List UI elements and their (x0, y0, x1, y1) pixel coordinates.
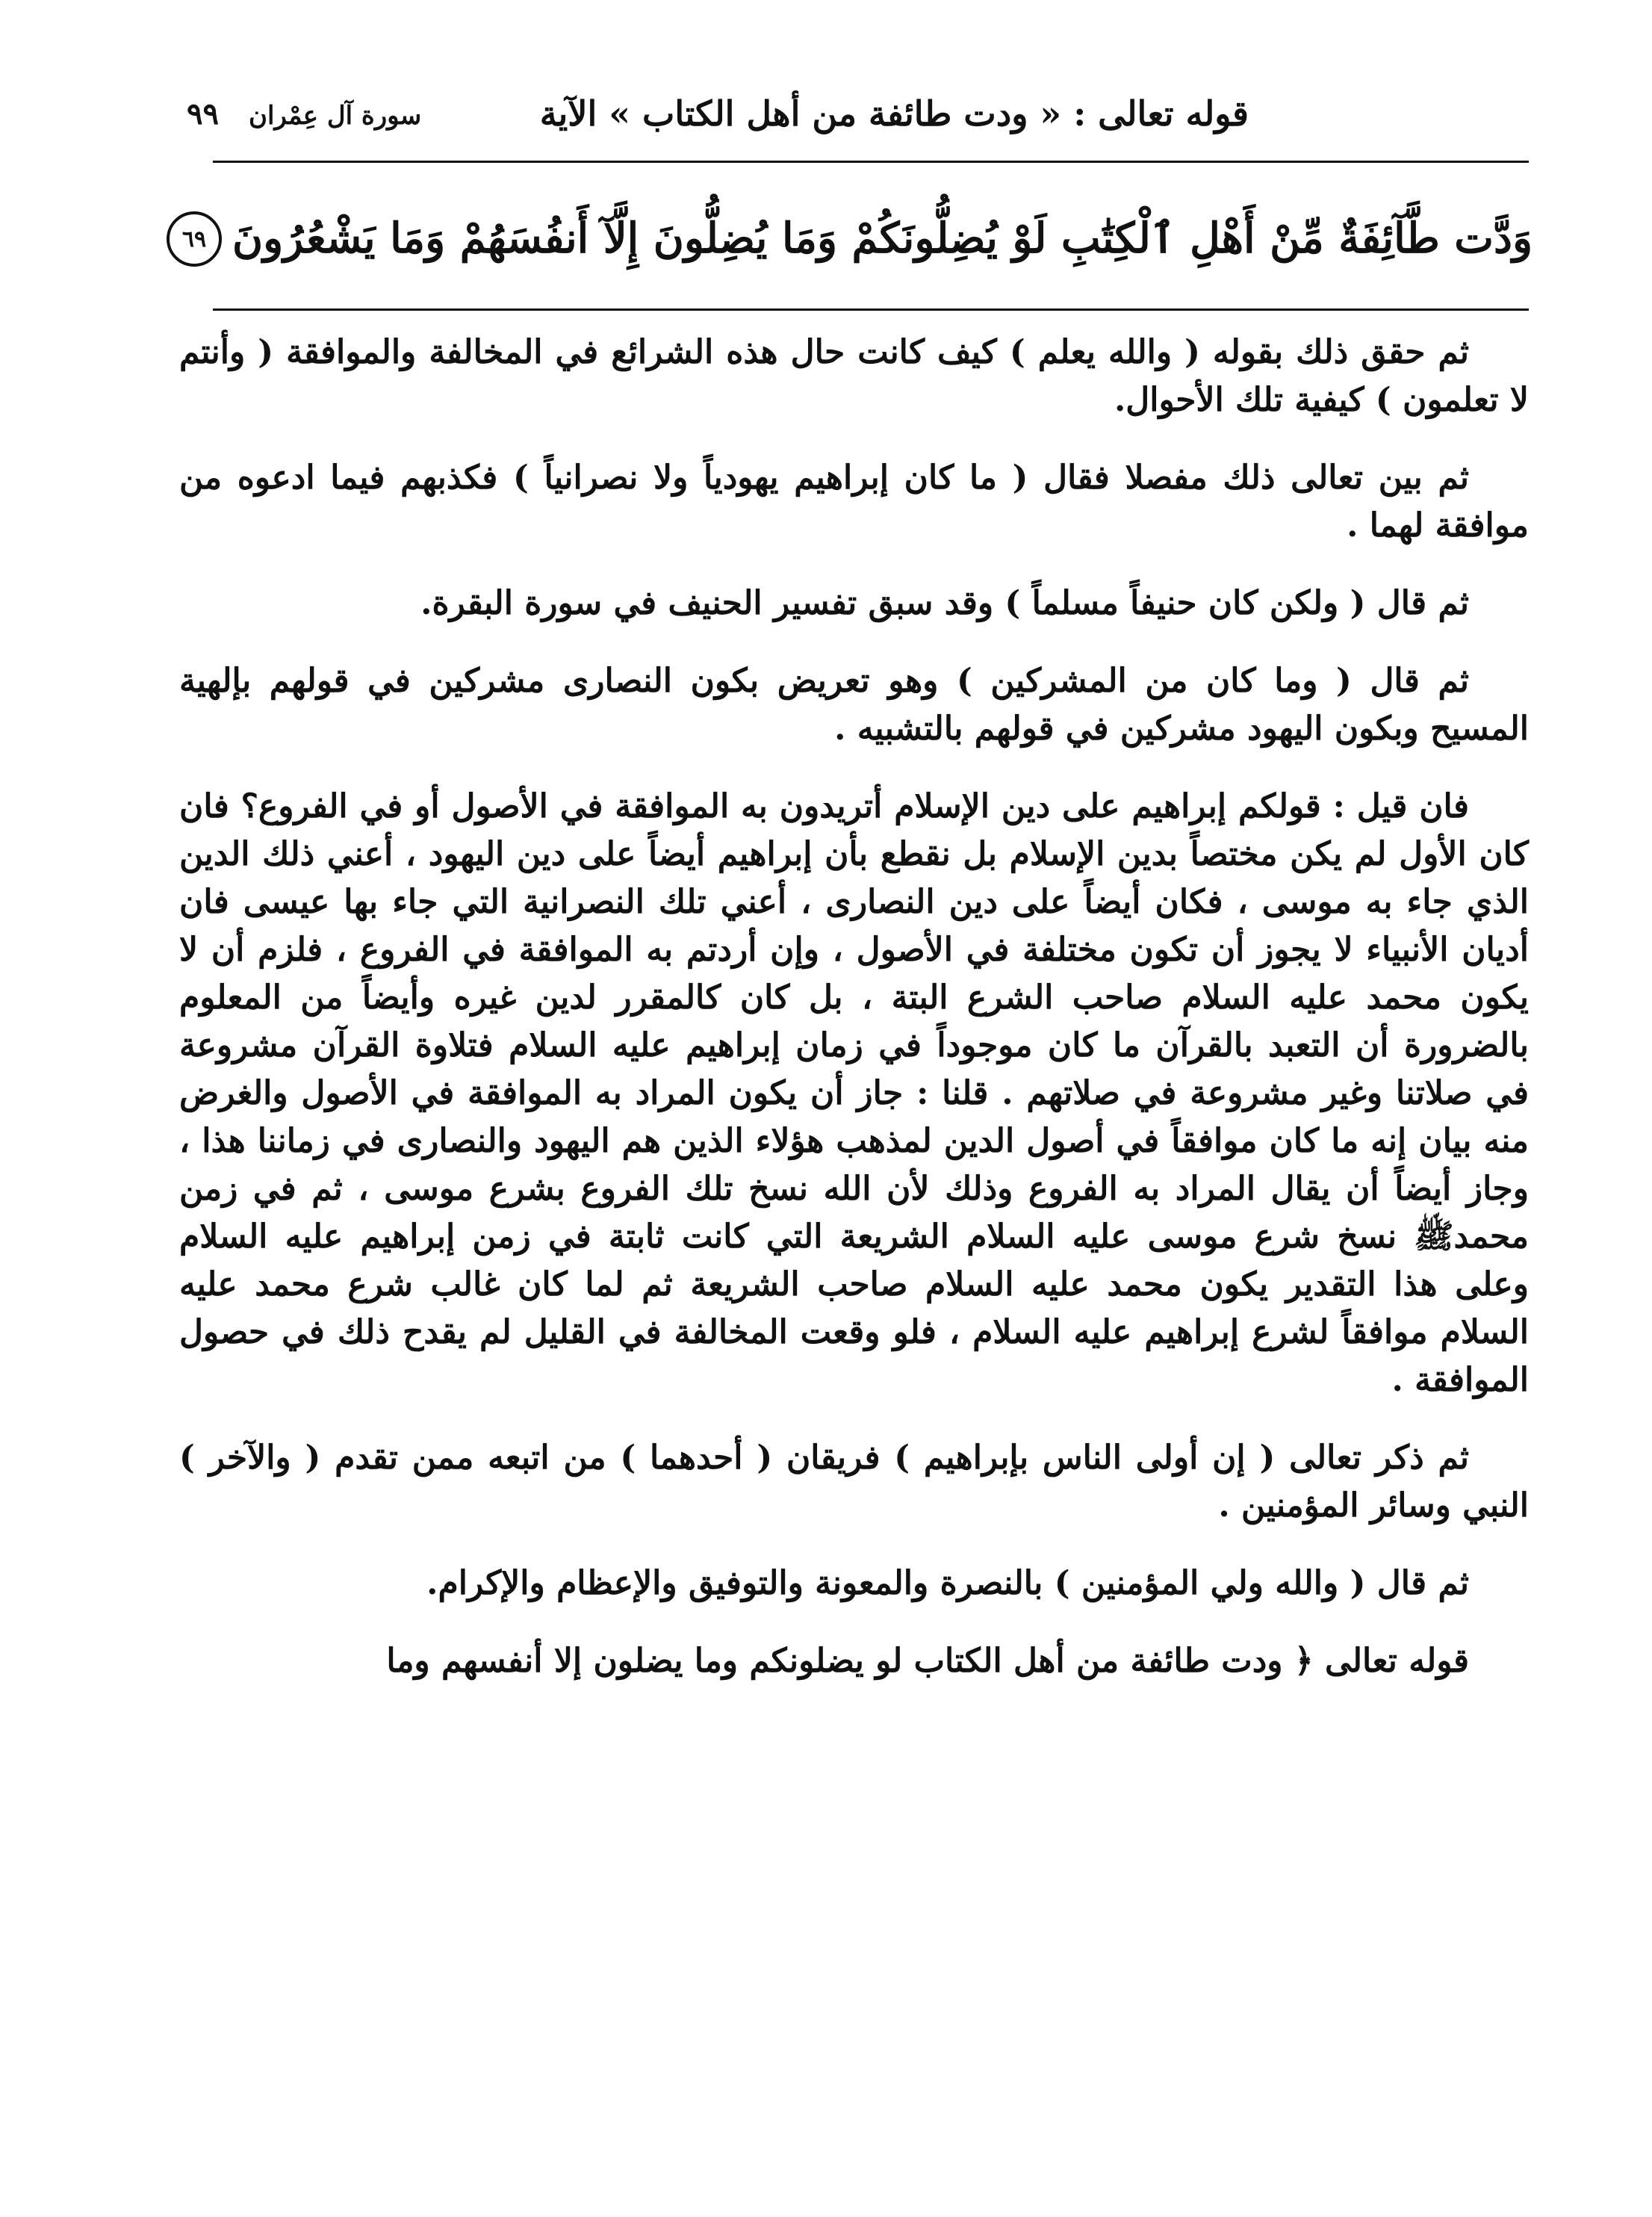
header-divider (213, 161, 1529, 163)
paragraph: ثم بين تعالى ذلك مفصلا فقال ( ما كان إبراهيم يهودياً ولا نصرانياً ) فكذبهم فيما ادعوه من موافقة لهما . (179, 459, 1529, 545)
paragraph: ثم قال ( وما كان من المشركين ) وهو تعريض بكون النصارى مشركين في قولهم بإلهية المسيح وبكون اليهود مشركين في قولهم بالتشبيه . (179, 662, 1529, 748)
header-meta (187, 96, 421, 131)
paragraph: ثم ذكر تعالى ( إن أولى الناس بإبراهيم ) فريقان ( أحدهما ) من اتبعه ممن تقدم ( والآخر ) النبي وسائر المؤمنين . (179, 1439, 1529, 1525)
header-surah-name: سورة آل عِمْران (248, 100, 422, 131)
paragraph: فان قيل : قولكم إبراهيم على دين الإسلام أتريدون به الموافقة في الأصول أو في الفروع؟ فان كان الأول لم يكن مختصاً بدين الإسلام بل نقطع بأن إبراهيم أيضاً على دين اليهود ، أعني ذلك الدين الذي جاء به موسى ، فكان أيضاً على دين النصارى ، أعني تلك النصرانية التي جاء بها عيسى فان أديان الأنبياء لا يجوز أن تكون مختلفة في الأصول ، وإن أردتم به الموافقة في الفروع ، فلزم أن لا يكون محمد عليه السلام صاحب الشرع البتة ، بل كان كالمقرر لدين غيره وأيضاً من المعلوم بالضرورة أن التعبد بالقرآن ما كان موجوداً في زمان إبراهيم عليه السلام فتلاوة القرآن مشروعة في صلاتنا وغير مشروعة في صلاتهم . قلنا : جاز أن يكون المراد به الموافقة في الأصول والغرض منه بيان إنه ما كان موافقاً في أصول الدين لمذهب هؤلاء الذين هم اليهود والنصارى في زماننا هذا ، وجاز أيضاً أن يقال المراد به الفروع وذلك لأن الله نسخ تلك الفروع بشرع موسى ، ثم في زمن محمدﷺ نسخ شرع موسى عليه السلام الشريعة التي كانت ثابتة في زمن إبراهيم عليه السلام وعلى هذا التقدير يكون محمد عليه السلام صاحب الشريعة ثم لما كان غالب شرع محمد عليه السلام موافقاً لشرع إبراهيم عليه السلام ، فلو وقعت المخالفة في القليل لم يقدح ذلك في حصول الموافقة . (179, 787, 1529, 1399)
verse-text: وَدَّت طَّآئِفَةٌ مِّنْ أَهْلِ ٱلْكِتَٰبِ لَوْ يُضِلُّونَكُمْ وَمَا يُضِلُّونَ إِلَّآ أَنفُسَهُمْ وَمَا يَشْعُرُونَ (232, 214, 1533, 264)
paragraph: ثم حقق ذلك بقوله ( والله يعلم ) كيف كانت حال هذه الشرائع في المخالفة والموافقة ( وأنتم لا تعلمون ) كيفية تلك الأحوال. (179, 333, 1529, 419)
paragraph: قوله تعالى ﴿ ودت طائفة من أهل الكتاب لو يضلونكم وما يضلون إلا أنفسهم وما (386, 1642, 1469, 1680)
verse-divider (213, 308, 1529, 311)
verse-number: ٦٩ (181, 226, 207, 252)
verse-number-marker (167, 211, 222, 267)
paragraph: ثم قال ( والله ولي المؤمنين ) بالنصرة والمعونة والتوفيق والإعظام والإكرام. (426, 1564, 1469, 1602)
commentary-body (179, 329, 1529, 1712)
paragraph: ثم قال ( ولكن كان حنيفاً مسلماً ) وقد سبق تفسير الحنيف في سورة البقرة. (420, 584, 1469, 622)
quran-verse (149, 179, 1533, 299)
header-title: قوله تعالى : « ودت طائفة من أهل الكتاب » الآية (539, 93, 1249, 134)
running-header (187, 84, 1249, 143)
page-number: ٩٩ (187, 96, 219, 131)
